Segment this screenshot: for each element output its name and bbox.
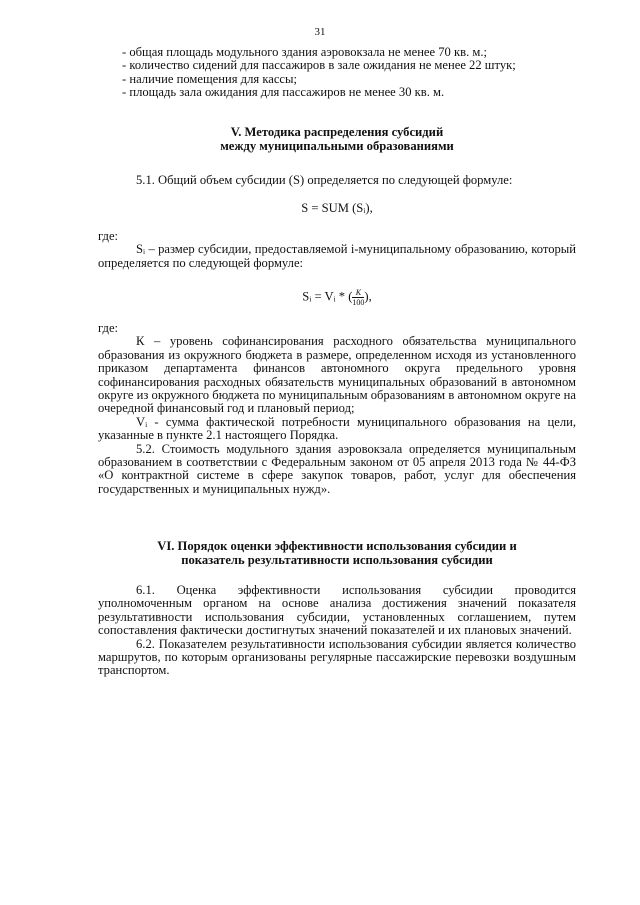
- list-item: - общая площадь модульного здания аэровокзала не менее 70 кв. м.;: [122, 45, 487, 59]
- where-block-1: [98, 230, 576, 270]
- where-label: где:: [98, 229, 119, 243]
- where-block-2: [98, 322, 576, 496]
- paragraph-6-1: 6.1. Оценка эффективности использования субсидии проводится уполномоченным органом на основе анализа достижения значений показателя результативности использования субсидии, установленных соглашением, путем сопоставления фактически достигнутых значений показателей и их плановых значений.: [98, 583, 576, 638]
- heading-line: V. Методика распределения субсидий: [230, 125, 444, 139]
- requirements-list: [122, 46, 592, 100]
- paragraph-5-1-block: [98, 174, 576, 187]
- list-item: - количество сидений для пассажиров в зале ожидания не менее 22 штук;: [122, 58, 516, 73]
- heading-line: VI. Порядок оценки эффективности использования субсидии и: [157, 539, 517, 553]
- k-definition: К – уровень софинансирования расходного обязательства муниципального образования из окружного бюджета в размере, определенном исходя из установленного приказом департамента финансов автономного округа предельного уровня софинансирования расходных обязательств муниципальных образований в автономном округе из окружного бюджета по муниципальным образованиям в автономном округе на очередной финансовый год и плановый период;: [98, 334, 576, 416]
- list-item: - площадь зала ожидания для пассажиров не менее 30 кв. м.: [122, 85, 445, 100]
- paragraph-6-2: 6.2. Показателем результативности использования субсидии является количество маршрутов, по которым организованы регулярные пассажирские перевозки воздушным транспортом.: [98, 636, 576, 678]
- formula-si: [98, 288, 576, 307]
- heading-line: показатель результативности использования субсидии: [181, 552, 493, 567]
- fraction-numerator: К: [352, 288, 364, 298]
- section-5-heading: [98, 126, 576, 153]
- heading-line: между муниципальными образованиями: [220, 138, 454, 153]
- formula-si-right: ),: [364, 289, 372, 304]
- formula-total: S = SUM (Sᵢ),: [301, 201, 373, 215]
- fraction: [352, 288, 364, 307]
- where-label: где:: [98, 321, 119, 335]
- section-6-heading: [98, 540, 576, 567]
- fraction-denominator: 100: [352, 298, 365, 307]
- formula-si-left: Sᵢ = Vᵢ * (: [302, 289, 353, 304]
- paragraph-5-1: 5.1. Общий объем субсидии (S) определяется по следующей формуле:: [136, 173, 513, 187]
- vi-definition: Vᵢ - сумма фактической потребности муниципального образования на цели, указанные в пункте 2.1 настоящего Порядка.: [98, 414, 576, 443]
- list-item: - наличие помещения для кассы;: [122, 71, 297, 86]
- section-6-body: [98, 584, 576, 678]
- si-definition: Sᵢ – размер субсидии, предоставляемой i-муниципальному образованию, который определяется по следующей формуле:: [98, 242, 576, 270]
- page-number: 31: [314, 26, 326, 38]
- paragraph-5-2: 5.2. Стоимость модульного здания аэровокзала определяется муниципальным образованием в соответствии с Федеральным законом от 05 апреля 2013 года № 44-ФЗ «О контрактной системе в сфере закупок товаров, работ, услуг для обеспечения государственных и муниципальных нужд».: [98, 441, 576, 496]
